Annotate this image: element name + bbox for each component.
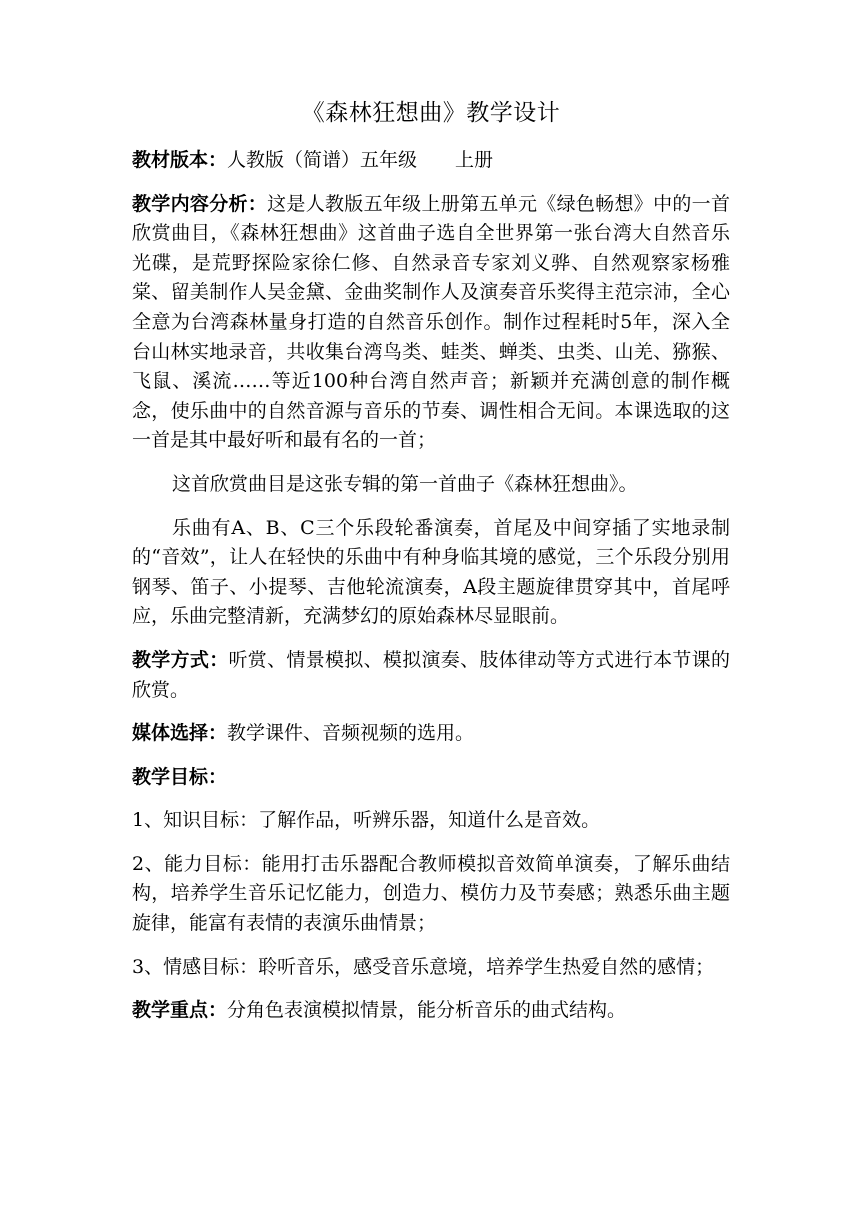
- focus-paragraph: [132, 996, 730, 1026]
- document-title: 《森林狂想曲》教学设计: [301, 100, 561, 126]
- goals-heading: 教学目标：: [132, 765, 228, 788]
- goal-knowledge: 1、知识目标：了解作品，听辨乐器，知道什么是音效。: [132, 809, 601, 832]
- media-paragraph: [132, 719, 730, 749]
- method-label: 教学方式：: [132, 648, 229, 671]
- analysis-paragraph: [132, 190, 730, 456]
- structure-paragraph: 乐曲有A、B、C三个乐段轮番演奏，首尾及中间穿插了实地录制的“音效”，让人在轻快的乐曲中有种身临其境的感觉，三个乐段分别用钢琴、笛子、小提琴、吉他轮流演奏，A段主题旋律贯穿其中，首尾呼应，乐曲完整清新，充满梦幻的原始森林尽显眼前。: [132, 516, 730, 628]
- document-body: [132, 98, 730, 1040]
- edition-paragraph: [132, 146, 730, 176]
- method-text: 听赏、情景模拟、模拟演奏、肢体律动等方式进行本节课的欣赏。: [132, 648, 730, 701]
- focus-label: 教学重点：: [132, 999, 228, 1022]
- edition-label: 教材版本：: [132, 149, 228, 171]
- goal-emotion: 3、情感目标：聆听音乐，感受音乐意境，培养学生热爱自然的感情；: [132, 955, 715, 978]
- edition-text: 人教版（简谱）五年级 上册: [227, 149, 494, 171]
- media-label: 媒体选择：: [132, 722, 228, 745]
- media-text: 教学课件、音频视频的选用。: [227, 722, 475, 745]
- analysis-text: 这是人教版五年级上册第五单元《绿色畅想》中的一首欣赏曲目，《森林狂想曲》这首曲子选自全世界第一张台湾大自然音乐光碟，是荒野探险家徐仁修、自然录音专家刘义骅、自然观察家杨雅棠、留美制作人吴金黛、金曲奖制作人及演奏音乐奖得主范宗沛，全心全意为台湾森林量身打造的自然音乐创作。制作过程耗时5年，深入全台山林实地录音，共收集台湾鸟类、蛙类、蝉类、虫类、山羌、猕猴、飞鼠、溪流……等近100种台湾自然声音；新颖并充满创意的制作概念，使乐曲中的自然音源与音乐的节奏、调性相合无间。本课选取的这一首是其中最好听和最有名的一首；: [132, 192, 730, 452]
- goal-ability: 2、能力目标：能用打击乐器配合教师模拟音效简单演奏，了解乐曲结构，培养学生音乐记忆能力，创造力、模仿力及节奏感；熟悉乐曲主题旋律，能富有表情的表演乐曲情景；: [132, 852, 730, 935]
- focus-text: 分角色表演模拟情景，能分析音乐的曲式结构。: [227, 999, 627, 1022]
- method-paragraph: [132, 646, 730, 705]
- analysis-label: 教学内容分析：: [132, 192, 268, 215]
- album-paragraph: 这首欣赏曲目是这张专辑的第一首曲子《森林狂想曲》。: [172, 472, 638, 495]
